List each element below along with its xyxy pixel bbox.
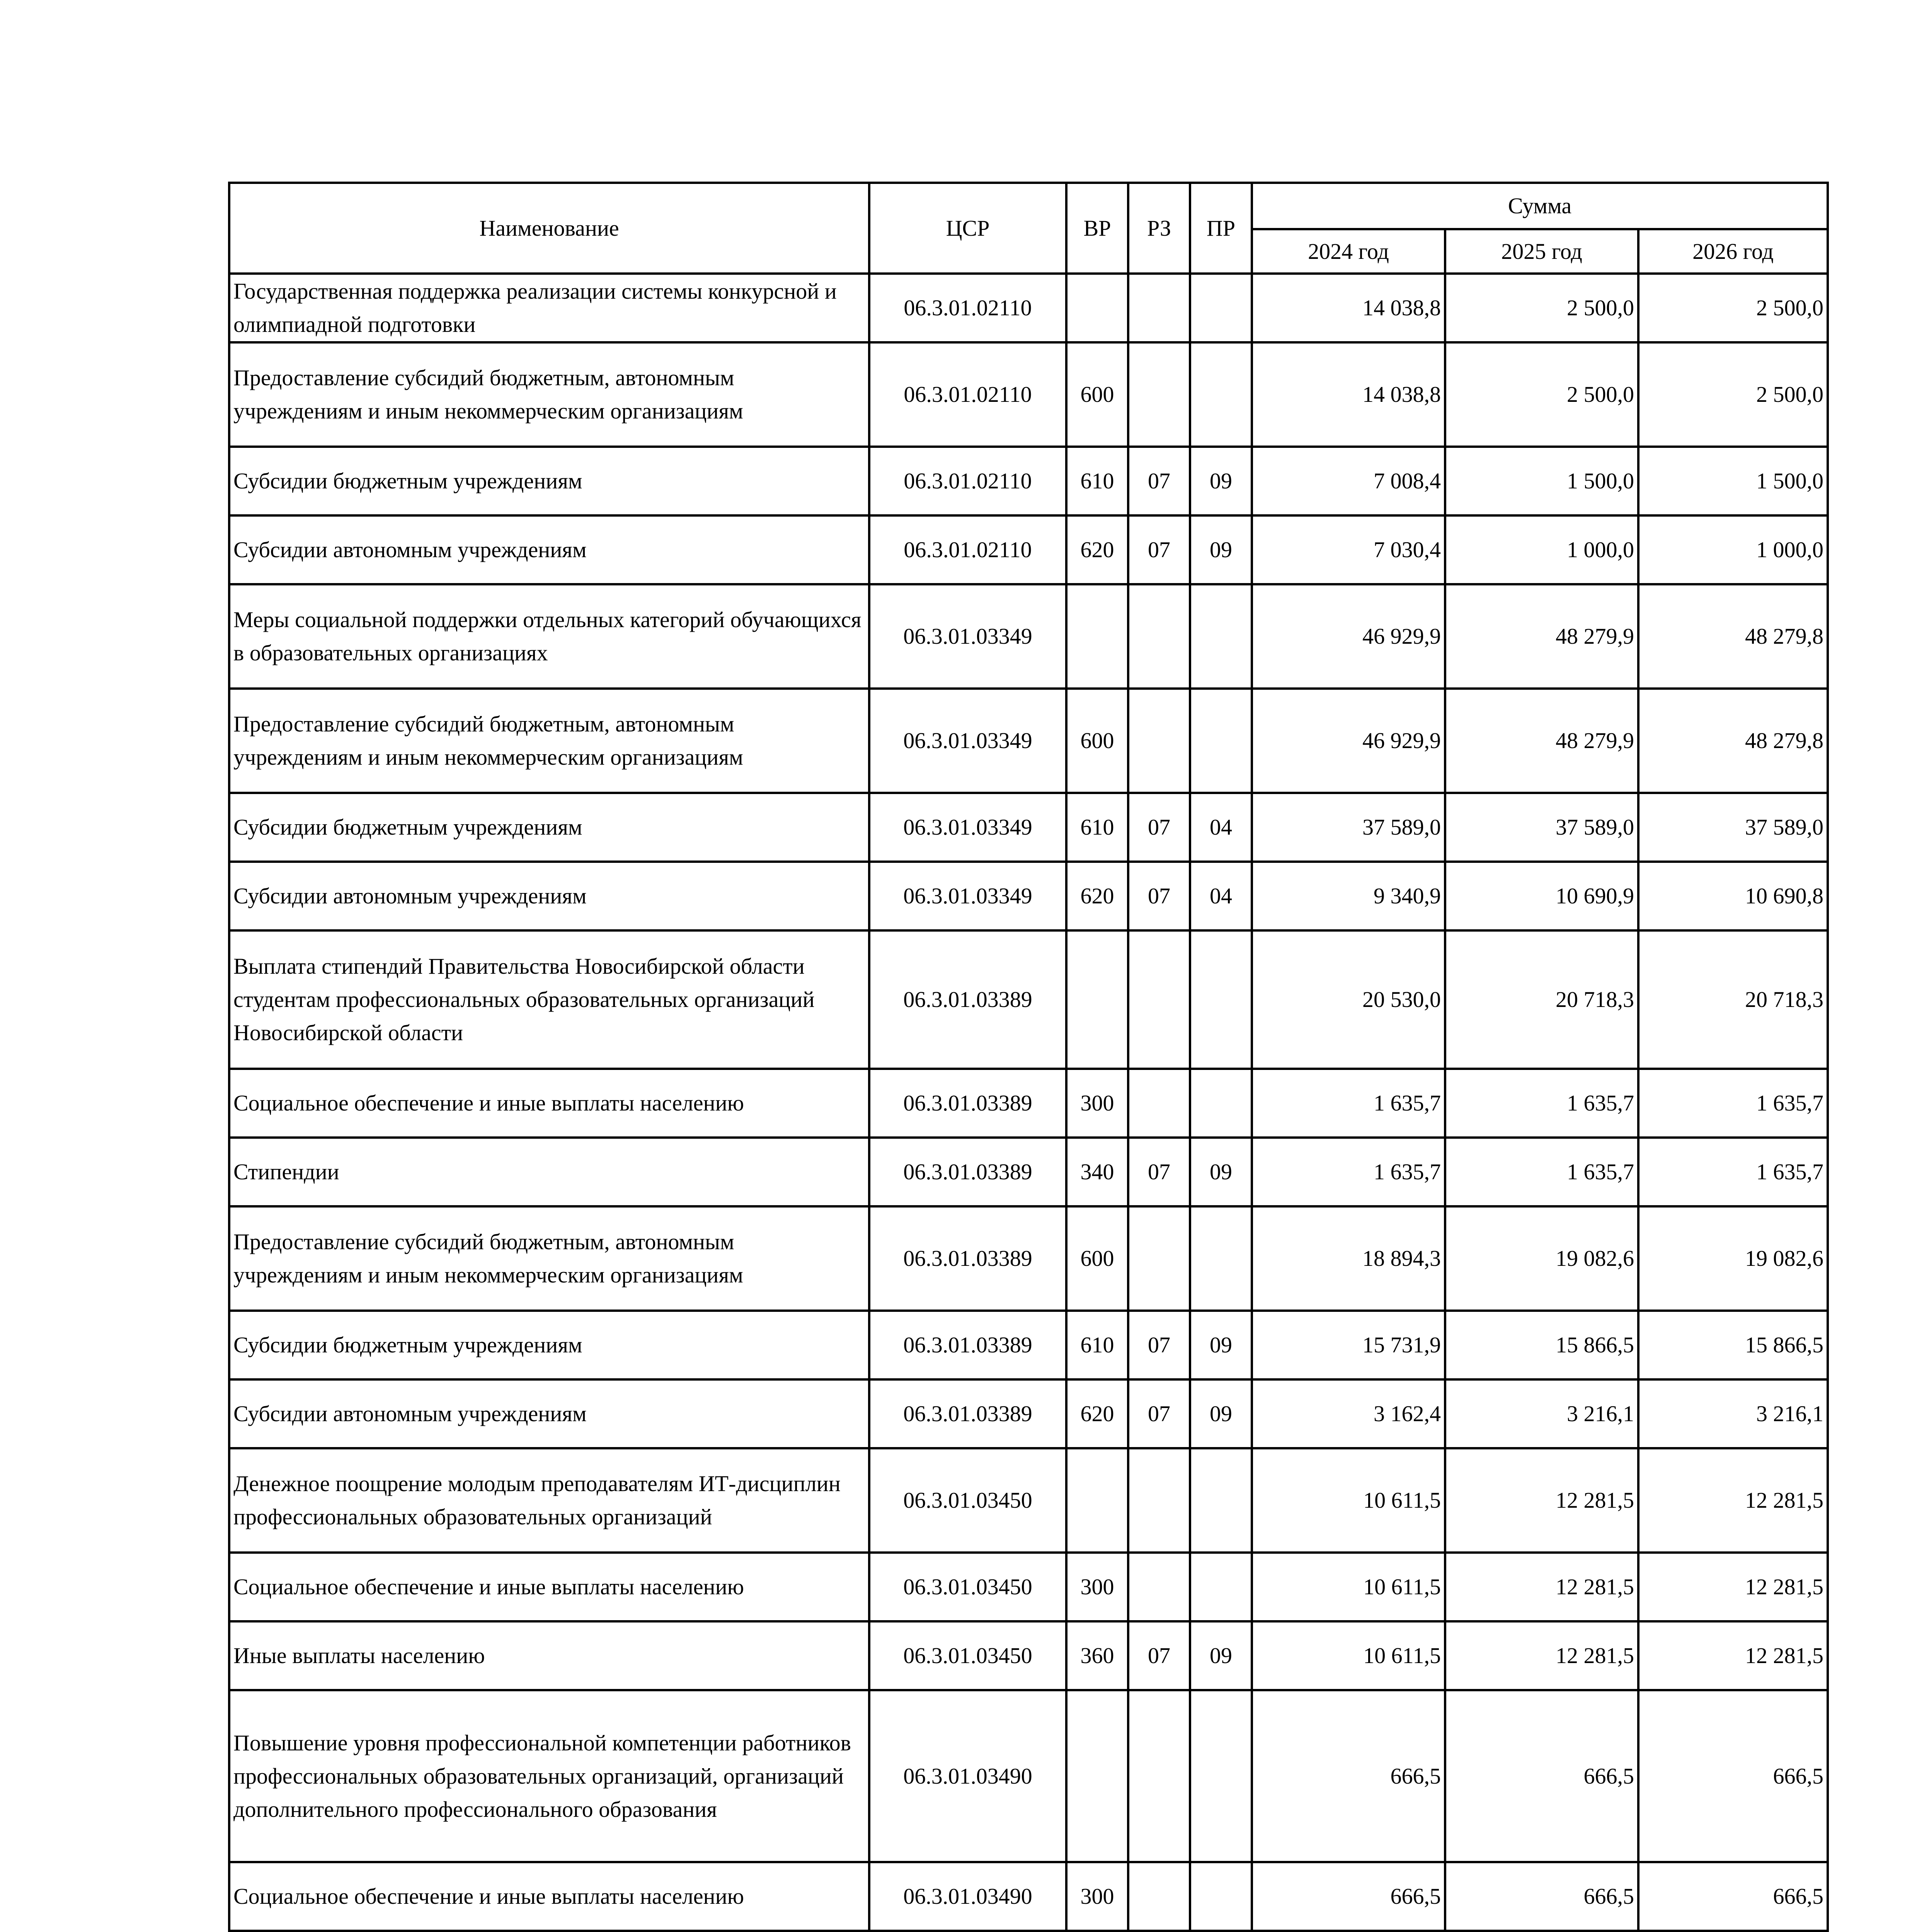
header-pr: ПР	[1190, 183, 1252, 274]
cell-pr	[1190, 1448, 1252, 1553]
cell-vr	[1066, 930, 1128, 1069]
cell-y2024: 9 340,9	[1252, 862, 1445, 930]
cell-y2024: 14 038,8	[1252, 274, 1445, 342]
cell-csr: 06.3.01.03349	[869, 862, 1066, 930]
cell-y2024: 666,5	[1252, 1690, 1445, 1862]
cell-y2026: 12 281,5	[1638, 1553, 1828, 1621]
cell-name: Субсидии бюджетным учреждениям	[229, 447, 869, 515]
cell-name: Повышение уровня профессиональной компетенции работников профессиональных образовательных организаций, организаций дополнительного профессионального образования	[229, 1690, 869, 1862]
cell-csr: 06.3.01.03450	[869, 1553, 1066, 1621]
table-body	[229, 274, 1828, 1932]
cell-csr: 06.3.01.03450	[869, 1448, 1066, 1553]
cell-pr: 04	[1190, 793, 1252, 862]
cell-vr: 610	[1066, 447, 1128, 515]
cell-name: Субсидии автономным учреждениям	[229, 862, 869, 930]
cell-rz: 07	[1128, 1311, 1190, 1379]
cell-y2025: 48 279,9	[1445, 584, 1638, 689]
cell-rz: 07	[1128, 1138, 1190, 1206]
cell-csr: 06.3.01.03389	[869, 1069, 1066, 1138]
table-row	[229, 342, 1828, 447]
cell-name: Иные выплаты населению	[229, 1621, 869, 1690]
cell-y2025: 1 000,0	[1445, 515, 1638, 584]
cell-vr: 610	[1066, 793, 1128, 862]
cell-y2026: 1 635,7	[1638, 1138, 1828, 1206]
cell-y2024: 7 030,4	[1252, 515, 1445, 584]
table-row	[229, 1621, 1828, 1690]
cell-pr: 09	[1190, 447, 1252, 515]
cell-rz	[1128, 342, 1190, 447]
cell-csr: 06.3.01.03490	[869, 1862, 1066, 1931]
cell-y2025: 3 216,1	[1445, 1379, 1638, 1448]
cell-pr: 09	[1190, 1621, 1252, 1690]
cell-vr: 600	[1066, 1206, 1128, 1311]
cell-vr: 360	[1066, 1621, 1128, 1690]
cell-name: Предоставление субсидий бюджетным, автономным учреждениям и иным некоммерческим организациям	[229, 689, 869, 793]
header-vr: ВР	[1066, 183, 1128, 274]
cell-name: Предоставление субсидий бюджетным, автономным учреждениям и иным некоммерческим организациям	[229, 342, 869, 447]
cell-y2025: 12 281,5	[1445, 1448, 1638, 1553]
table-row	[229, 1379, 1828, 1448]
cell-y2025: 20 718,3	[1445, 930, 1638, 1069]
cell-pr	[1190, 930, 1252, 1069]
table-row	[229, 1553, 1828, 1621]
table-row	[229, 793, 1828, 862]
cell-y2026: 3 216,1	[1638, 1379, 1828, 1448]
table-row	[229, 447, 1828, 515]
cell-csr: 06.3.01.03450	[869, 1621, 1066, 1690]
table-row	[229, 515, 1828, 584]
cell-y2024: 3 162,4	[1252, 1379, 1445, 1448]
cell-y2025: 1 635,7	[1445, 1069, 1638, 1138]
budget-table	[228, 182, 1829, 1932]
cell-csr: 06.3.01.03349	[869, 584, 1066, 689]
cell-pr	[1190, 1069, 1252, 1138]
cell-pr: 09	[1190, 515, 1252, 584]
table-row	[229, 1690, 1828, 1862]
cell-name: Денежное поощрение молодым преподавателям ИТ-дисциплин профессиональных образовательных организаций	[229, 1448, 869, 1553]
cell-pr	[1190, 1862, 1252, 1931]
cell-csr: 06.3.01.03389	[869, 1311, 1066, 1379]
cell-y2024: 1 635,7	[1252, 1138, 1445, 1206]
cell-y2026: 12 281,5	[1638, 1448, 1828, 1553]
cell-csr: 06.3.01.02110	[869, 274, 1066, 342]
cell-y2026: 15 866,5	[1638, 1311, 1828, 1379]
cell-vr	[1066, 274, 1128, 342]
cell-vr: 620	[1066, 515, 1128, 584]
cell-vr: 300	[1066, 1553, 1128, 1621]
cell-y2026: 2 500,0	[1638, 342, 1828, 447]
cell-csr: 06.3.01.03349	[869, 689, 1066, 793]
cell-csr: 06.3.01.03389	[869, 1138, 1066, 1206]
cell-y2025: 12 281,5	[1445, 1553, 1638, 1621]
cell-y2025: 15 866,5	[1445, 1311, 1638, 1379]
header-sum: Сумма	[1252, 183, 1828, 229]
cell-pr	[1190, 689, 1252, 793]
cell-vr: 300	[1066, 1862, 1128, 1931]
table-row	[229, 1311, 1828, 1379]
cell-name: Субсидии автономным учреждениям	[229, 515, 869, 584]
cell-y2026: 1 635,7	[1638, 1069, 1828, 1138]
cell-vr: 620	[1066, 1379, 1128, 1448]
cell-pr: 04	[1190, 862, 1252, 930]
header-year-2026: 2026 год	[1638, 229, 1828, 274]
cell-csr: 06.3.01.03389	[869, 1379, 1066, 1448]
cell-y2024: 7 008,4	[1252, 447, 1445, 515]
cell-name: Субсидии бюджетным учреждениям	[229, 1311, 869, 1379]
cell-rz	[1128, 689, 1190, 793]
cell-rz: 07	[1128, 1379, 1190, 1448]
cell-y2025: 10 690,9	[1445, 862, 1638, 930]
cell-vr	[1066, 1448, 1128, 1553]
header-year-2025: 2025 год	[1445, 229, 1638, 274]
cell-pr	[1190, 274, 1252, 342]
cell-y2024: 46 929,9	[1252, 689, 1445, 793]
cell-y2024: 37 589,0	[1252, 793, 1445, 862]
cell-rz	[1128, 1206, 1190, 1311]
cell-rz	[1128, 584, 1190, 689]
cell-pr: 09	[1190, 1138, 1252, 1206]
cell-rz: 07	[1128, 1621, 1190, 1690]
cell-vr: 610	[1066, 1311, 1128, 1379]
cell-y2025: 19 082,6	[1445, 1206, 1638, 1311]
cell-rz	[1128, 1862, 1190, 1931]
cell-y2026: 2 500,0	[1638, 274, 1828, 342]
table-row	[229, 584, 1828, 689]
cell-y2026: 19 082,6	[1638, 1206, 1828, 1311]
table-row	[229, 1448, 1828, 1553]
cell-rz	[1128, 1448, 1190, 1553]
cell-name: Социальное обеспечение и иные выплаты населению	[229, 1862, 869, 1931]
cell-y2026: 12 281,5	[1638, 1621, 1828, 1690]
cell-pr: 09	[1190, 1311, 1252, 1379]
header-year-2024: 2024 год	[1252, 229, 1445, 274]
table-row	[229, 689, 1828, 793]
cell-y2026: 666,5	[1638, 1690, 1828, 1862]
cell-y2025: 1 635,7	[1445, 1138, 1638, 1206]
cell-name: Государственная поддержка реализации системы конкурсной и олимпиадной подготовки	[229, 274, 869, 342]
cell-vr: 620	[1066, 862, 1128, 930]
cell-y2026: 48 279,8	[1638, 689, 1828, 793]
table-row	[229, 930, 1828, 1069]
cell-name: Выплата стипендий Правительства Новосибирской области студентам профессиональных образовательных организаций Новосибирской области	[229, 930, 869, 1069]
cell-rz: 07	[1128, 447, 1190, 515]
cell-csr: 06.3.01.02110	[869, 515, 1066, 584]
cell-name: Социальное обеспечение и иные выплаты населению	[229, 1553, 869, 1621]
cell-y2025: 1 500,0	[1445, 447, 1638, 515]
cell-name: Предоставление субсидий бюджетным, автономным учреждениям и иным некоммерческим организациям	[229, 1206, 869, 1311]
cell-y2024: 14 038,8	[1252, 342, 1445, 447]
cell-y2024: 18 894,3	[1252, 1206, 1445, 1311]
header-name: Наименование	[229, 183, 869, 274]
header-csr: ЦСР	[869, 183, 1066, 274]
cell-pr	[1190, 1690, 1252, 1862]
cell-y2026: 666,5	[1638, 1862, 1828, 1931]
cell-y2026: 37 589,0	[1638, 793, 1828, 862]
cell-y2025: 12 281,5	[1445, 1621, 1638, 1690]
cell-y2025: 2 500,0	[1445, 274, 1638, 342]
cell-vr: 300	[1066, 1069, 1128, 1138]
cell-y2024: 15 731,9	[1252, 1311, 1445, 1379]
cell-name: Социальное обеспечение и иные выплаты населению	[229, 1069, 869, 1138]
cell-y2026: 48 279,8	[1638, 584, 1828, 689]
table-row	[229, 1138, 1828, 1206]
cell-vr: 340	[1066, 1138, 1128, 1206]
cell-vr: 600	[1066, 342, 1128, 447]
cell-y2024: 1 635,7	[1252, 1069, 1445, 1138]
cell-rz	[1128, 274, 1190, 342]
cell-vr: 600	[1066, 689, 1128, 793]
cell-name: Меры социальной поддержки отдельных категорий обучающихся в образовательных организациях	[229, 584, 869, 689]
cell-y2025: 37 589,0	[1445, 793, 1638, 862]
cell-rz	[1128, 1069, 1190, 1138]
cell-pr	[1190, 584, 1252, 689]
cell-name: Субсидии автономным учреждениям	[229, 1379, 869, 1448]
cell-y2024: 20 530,0	[1252, 930, 1445, 1069]
cell-y2025: 2 500,0	[1445, 342, 1638, 447]
cell-vr	[1066, 584, 1128, 689]
cell-name: Субсидии бюджетным учреждениям	[229, 793, 869, 862]
cell-csr: 06.3.01.03349	[869, 793, 1066, 862]
cell-y2026: 20 718,3	[1638, 930, 1828, 1069]
cell-y2025: 666,5	[1445, 1862, 1638, 1931]
cell-y2026: 1 000,0	[1638, 515, 1828, 584]
cell-y2024: 10 611,5	[1252, 1448, 1445, 1553]
table-row	[229, 1206, 1828, 1311]
cell-csr: 06.3.01.03389	[869, 1206, 1066, 1311]
table-row	[229, 1069, 1828, 1138]
cell-csr: 06.3.01.03490	[869, 1690, 1066, 1862]
cell-rz	[1128, 1553, 1190, 1621]
header-rz: РЗ	[1128, 183, 1190, 274]
table-row	[229, 862, 1828, 930]
cell-y2024: 46 929,9	[1252, 584, 1445, 689]
cell-name: Стипендии	[229, 1138, 869, 1206]
cell-y2026: 10 690,8	[1638, 862, 1828, 930]
cell-y2024: 666,5	[1252, 1862, 1445, 1931]
cell-pr	[1190, 342, 1252, 447]
cell-y2025: 48 279,9	[1445, 689, 1638, 793]
cell-rz: 07	[1128, 515, 1190, 584]
cell-y2024: 10 611,5	[1252, 1621, 1445, 1690]
cell-csr: 06.3.01.03389	[869, 930, 1066, 1069]
table-row	[229, 1862, 1828, 1931]
cell-rz: 07	[1128, 862, 1190, 930]
cell-pr	[1190, 1553, 1252, 1621]
cell-pr	[1190, 1206, 1252, 1311]
cell-csr: 06.3.01.02110	[869, 447, 1066, 515]
cell-rz	[1128, 930, 1190, 1069]
cell-y2026: 1 500,0	[1638, 447, 1828, 515]
cell-pr: 09	[1190, 1379, 1252, 1448]
cell-rz: 07	[1128, 793, 1190, 862]
cell-csr: 06.3.01.02110	[869, 342, 1066, 447]
table-row	[229, 274, 1828, 342]
cell-rz	[1128, 1690, 1190, 1862]
cell-vr	[1066, 1690, 1128, 1862]
cell-y2025: 666,5	[1445, 1690, 1638, 1862]
cell-y2024: 10 611,5	[1252, 1553, 1445, 1621]
